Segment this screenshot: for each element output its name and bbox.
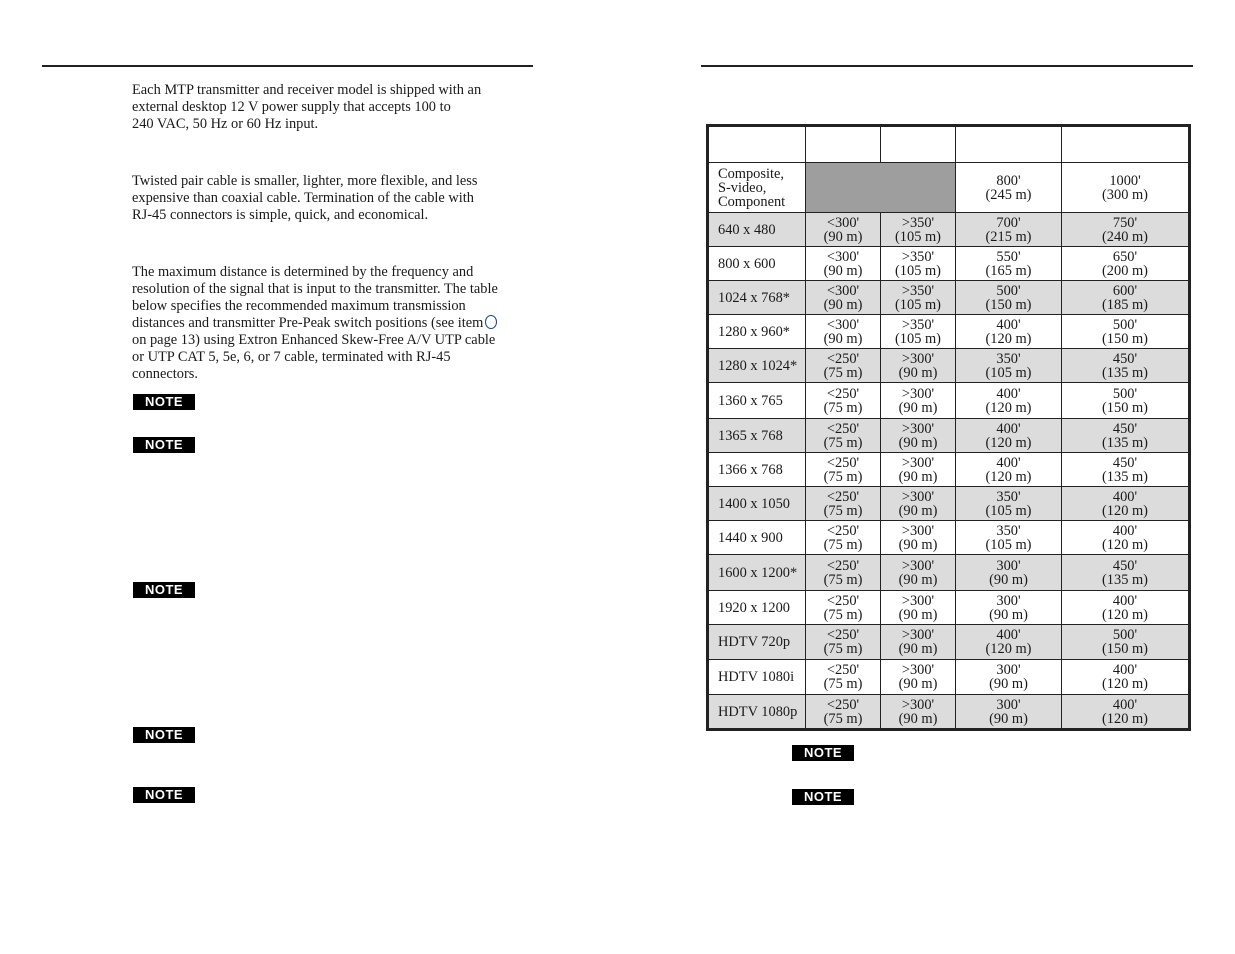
value-text: 1000' (300 m) bbox=[1102, 172, 1148, 203]
value-cell bbox=[1062, 695, 1190, 730]
value-cell bbox=[1062, 247, 1190, 281]
table-row bbox=[708, 625, 1190, 660]
header-cell bbox=[1062, 126, 1190, 163]
value-cell bbox=[806, 487, 881, 521]
note-badge: NOTE bbox=[133, 394, 195, 410]
value-text: >350' (105 m) bbox=[895, 214, 941, 245]
value-text: >350' (105 m) bbox=[895, 316, 941, 347]
value-text: 300' (90 m) bbox=[989, 557, 1028, 588]
value-cell bbox=[1062, 213, 1190, 247]
value-cell bbox=[1062, 625, 1190, 660]
value-text: >300' (90 m) bbox=[898, 627, 938, 657]
row-label: HDTV 1080p bbox=[708, 695, 806, 730]
value-text: 500' (150 m) bbox=[1102, 385, 1148, 416]
value-text: <250' (75 m) bbox=[823, 696, 863, 727]
value-text: 400' (120 m) bbox=[985, 420, 1032, 451]
header-cell bbox=[881, 126, 956, 163]
value-text: <250' (75 m) bbox=[823, 522, 863, 553]
value-text: <250' (75 m) bbox=[823, 488, 863, 519]
value-text: 450' (135 m) bbox=[1102, 350, 1148, 381]
value-text: 800' (245 m) bbox=[985, 172, 1032, 203]
value-cell bbox=[1062, 487, 1190, 521]
value-cell bbox=[1062, 419, 1190, 453]
value-cell bbox=[806, 419, 881, 453]
value-text: 400' (120 m) bbox=[985, 627, 1032, 657]
table-header-row bbox=[708, 126, 1190, 163]
table-row bbox=[708, 591, 1190, 625]
not-applicable-block bbox=[806, 163, 956, 213]
row-label: 1360 x 765 bbox=[708, 383, 806, 419]
value-cell bbox=[956, 555, 1062, 591]
header-cell bbox=[956, 126, 1062, 163]
table-row bbox=[708, 695, 1190, 730]
table-row bbox=[708, 315, 1190, 349]
table-row bbox=[708, 487, 1190, 521]
value-cell bbox=[881, 281, 956, 315]
table-row bbox=[708, 660, 1190, 695]
value-text: <250' (75 m) bbox=[823, 662, 863, 692]
value-cell bbox=[1062, 281, 1190, 315]
value-cell bbox=[956, 163, 1062, 213]
value-cell bbox=[956, 383, 1062, 419]
value-text: <300' (90 m) bbox=[823, 282, 863, 313]
value-cell bbox=[806, 625, 881, 660]
value-cell bbox=[1062, 315, 1190, 349]
table-row bbox=[708, 419, 1190, 453]
value-text: 350' (105 m) bbox=[985, 522, 1032, 553]
value-cell bbox=[956, 521, 1062, 555]
value-text: >300' (90 m) bbox=[898, 662, 938, 692]
distance-paragraph-part1: The maximum distance is determined by the frequency and resolution of the signal that is input to the transmitter. The table below specifies the recommended maximum transmission distances and transmitter Pre-Peak switch positions (see item bbox=[132, 264, 498, 331]
value-text: >300' (90 m) bbox=[898, 488, 938, 519]
value-text: <300' (90 m) bbox=[823, 248, 863, 279]
value-cell bbox=[956, 349, 1062, 383]
row-label-text: Composite, S-video, Component bbox=[718, 165, 786, 210]
value-cell bbox=[881, 349, 956, 383]
table-row bbox=[708, 383, 1190, 419]
value-cell bbox=[881, 695, 956, 730]
value-text: 400' (120 m) bbox=[1102, 522, 1148, 553]
value-text: >300' (90 m) bbox=[898, 385, 938, 416]
power-supply-paragraph: Each MTP transmitter and receiver model is shipped with an external desktop 12 V power supply that accepts 100 to 240 VAC, 50 Hz or 60 Hz input. bbox=[132, 82, 482, 132]
value-text: >300' (90 m) bbox=[898, 696, 938, 727]
table-row bbox=[708, 349, 1190, 383]
note-badge: NOTE bbox=[133, 582, 195, 598]
value-cell bbox=[881, 555, 956, 591]
value-cell bbox=[881, 521, 956, 555]
value-text: >300' (90 m) bbox=[898, 557, 938, 588]
value-cell bbox=[806, 247, 881, 281]
table-row bbox=[708, 247, 1190, 281]
value-text: 450' (135 m) bbox=[1102, 454, 1148, 485]
transmission-distance-table bbox=[706, 124, 1191, 731]
distance-paragraph-part2: on page 13) using Extron Enhanced Skew-Free A/V UTP cable or UTP CAT 5, 5e, 6, or 7 cable, terminated with RJ-45 connectors. bbox=[132, 332, 496, 382]
value-text: 300' (90 m) bbox=[989, 696, 1028, 727]
value-cell bbox=[881, 660, 956, 695]
table-row bbox=[708, 163, 1190, 213]
value-text: 400' (120 m) bbox=[1102, 488, 1148, 519]
value-cell bbox=[806, 521, 881, 555]
value-text: >350' (105 m) bbox=[895, 248, 941, 279]
note-badge: NOTE bbox=[792, 789, 854, 805]
value-text: >300' (90 m) bbox=[898, 592, 938, 623]
table-row bbox=[708, 453, 1190, 487]
value-cell bbox=[1062, 349, 1190, 383]
value-text: 500' (150 m) bbox=[1102, 627, 1148, 657]
value-text: 600' (185 m) bbox=[1102, 282, 1148, 313]
value-text: 500' (150 m) bbox=[1102, 316, 1148, 347]
value-cell bbox=[806, 591, 881, 625]
value-cell bbox=[1062, 163, 1190, 213]
value-cell bbox=[956, 213, 1062, 247]
row-label bbox=[708, 163, 806, 213]
row-label: 1366 x 768 bbox=[708, 453, 806, 487]
value-cell bbox=[806, 660, 881, 695]
value-text: <250' (75 m) bbox=[823, 350, 863, 381]
table-row bbox=[708, 281, 1190, 315]
value-cell bbox=[1062, 521, 1190, 555]
value-text: >300' (90 m) bbox=[898, 454, 938, 485]
value-text: <300' (90 m) bbox=[823, 214, 863, 245]
value-cell bbox=[806, 315, 881, 349]
value-text: 400' (120 m) bbox=[985, 385, 1032, 416]
value-cell bbox=[881, 213, 956, 247]
row-label: 1365 x 768 bbox=[708, 419, 806, 453]
value-text: 300' (90 m) bbox=[989, 662, 1028, 692]
value-text: 350' (105 m) bbox=[985, 350, 1032, 381]
table-row bbox=[708, 521, 1190, 555]
row-label: 800 x 600 bbox=[708, 247, 806, 281]
value-text: 750' (240 m) bbox=[1102, 214, 1148, 245]
value-text: <250' (75 m) bbox=[823, 454, 863, 485]
header-cell bbox=[806, 126, 881, 163]
table-row bbox=[708, 213, 1190, 247]
value-text: <250' (75 m) bbox=[823, 385, 863, 416]
value-cell bbox=[806, 695, 881, 730]
value-cell bbox=[956, 591, 1062, 625]
value-cell bbox=[881, 315, 956, 349]
row-label: 1024 x 768* bbox=[708, 281, 806, 315]
row-label: 1440 x 900 bbox=[708, 521, 806, 555]
value-cell bbox=[956, 660, 1062, 695]
value-cell bbox=[956, 247, 1062, 281]
value-text: <300' (90 m) bbox=[823, 316, 863, 347]
value-text: 400' (120 m) bbox=[1102, 662, 1148, 692]
row-label: 1400 x 1050 bbox=[708, 487, 806, 521]
row-label: 1280 x 1024* bbox=[708, 349, 806, 383]
value-text: 400' (120 m) bbox=[985, 316, 1032, 347]
value-text: >300' (90 m) bbox=[898, 522, 938, 553]
value-cell bbox=[956, 487, 1062, 521]
row-label: 1280 x 960* bbox=[708, 315, 806, 349]
row-label: HDTV 1080i bbox=[708, 660, 806, 695]
value-text: 550' (165 m) bbox=[985, 248, 1032, 279]
value-text: 650' (200 m) bbox=[1102, 248, 1148, 279]
value-text: >300' (90 m) bbox=[898, 420, 938, 451]
value-cell bbox=[1062, 453, 1190, 487]
value-text: 500' (150 m) bbox=[985, 282, 1032, 313]
row-label: HDTV 720p bbox=[708, 625, 806, 660]
right-header-rule bbox=[701, 65, 1193, 67]
value-cell bbox=[806, 349, 881, 383]
value-cell bbox=[956, 315, 1062, 349]
row-label: 1600 x 1200* bbox=[708, 555, 806, 591]
value-text: >300' (90 m) bbox=[898, 350, 938, 381]
note-badge: NOTE bbox=[133, 787, 195, 803]
value-cell bbox=[956, 453, 1062, 487]
row-label: 1920 x 1200 bbox=[708, 591, 806, 625]
value-cell bbox=[956, 695, 1062, 730]
value-cell bbox=[806, 555, 881, 591]
value-cell bbox=[806, 281, 881, 315]
value-cell bbox=[881, 453, 956, 487]
value-text: 400' (120 m) bbox=[1102, 592, 1148, 623]
value-cell bbox=[1062, 555, 1190, 591]
table-row bbox=[708, 555, 1190, 591]
value-cell bbox=[1062, 591, 1190, 625]
value-text: 400' (120 m) bbox=[985, 454, 1032, 485]
distance-paragraph bbox=[132, 264, 532, 383]
value-cell bbox=[956, 281, 1062, 315]
value-cell bbox=[806, 213, 881, 247]
value-text: <250' (75 m) bbox=[823, 557, 863, 588]
value-cell bbox=[881, 247, 956, 281]
value-cell bbox=[1062, 660, 1190, 695]
row-label: 640 x 480 bbox=[708, 213, 806, 247]
value-text: 700' (215 m) bbox=[985, 214, 1032, 245]
value-text: 450' (135 m) bbox=[1102, 420, 1148, 451]
note-badge: NOTE bbox=[133, 727, 195, 743]
item-callout-icon bbox=[485, 315, 497, 329]
value-text: <250' (75 m) bbox=[823, 592, 863, 623]
value-cell bbox=[881, 419, 956, 453]
value-text: >350' (105 m) bbox=[895, 282, 941, 313]
value-cell bbox=[1062, 383, 1190, 419]
value-cell bbox=[806, 383, 881, 419]
value-text: 450' (135 m) bbox=[1102, 557, 1148, 588]
value-text: <250' (75 m) bbox=[823, 627, 863, 657]
header-cell bbox=[708, 126, 806, 163]
note-badge: NOTE bbox=[133, 437, 195, 453]
left-header-rule bbox=[42, 65, 533, 67]
value-cell bbox=[806, 453, 881, 487]
value-text: 400' (120 m) bbox=[1102, 696, 1148, 727]
value-cell bbox=[956, 419, 1062, 453]
note-badge: NOTE bbox=[792, 745, 854, 761]
value-cell bbox=[881, 591, 956, 625]
cable-paragraph: Twisted pair cable is smaller, lighter, more flexible, and less expensive than coaxial cable. Termination of the cable with RJ-45 connectors is simple, quick, and economical. bbox=[132, 173, 478, 223]
value-cell bbox=[881, 487, 956, 521]
value-text: 300' (90 m) bbox=[989, 592, 1028, 623]
value-text: <250' (75 m) bbox=[823, 420, 863, 451]
value-cell bbox=[881, 383, 956, 419]
value-cell bbox=[881, 625, 956, 660]
value-text: 350' (105 m) bbox=[985, 488, 1032, 519]
value-cell bbox=[956, 625, 1062, 660]
